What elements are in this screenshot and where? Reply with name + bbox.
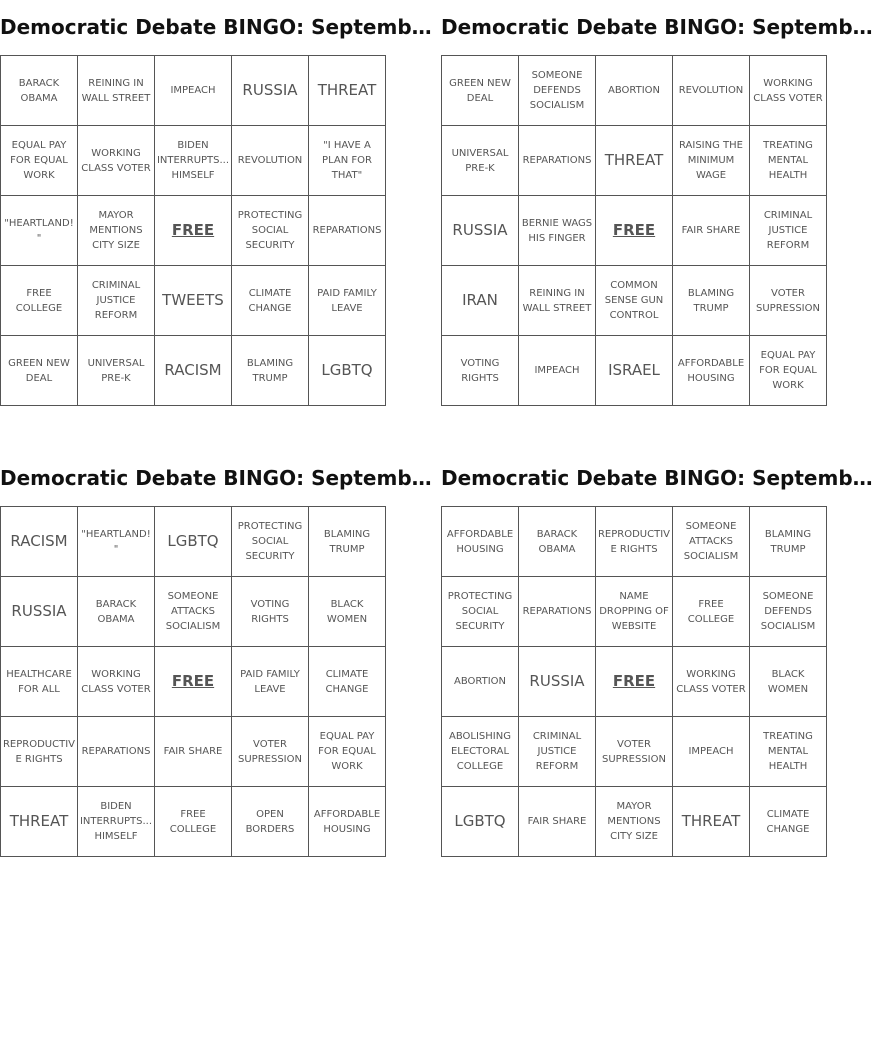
bingo-cell: REPARATIONS: [519, 577, 596, 647]
bingo-cell: EQUAL PAY FOR EQUAL WORK: [1, 126, 78, 196]
bingo-cell: REPARATIONS: [519, 126, 596, 196]
bingo-cell: THREAT: [1, 787, 78, 857]
bingo-cell: EQUAL PAY FOR EQUAL WORK: [750, 336, 827, 406]
grid-row: [442, 196, 827, 266]
bingo-cell: CLIMATE CHANGE: [309, 647, 386, 717]
bingo-grid: [0, 55, 386, 406]
bingo-cell: THREAT: [309, 56, 386, 126]
free-space-cell: FREE: [596, 647, 673, 717]
bingo-cell: REPRODUCTIVE RIGHTS: [596, 507, 673, 577]
bingo-cell: FREE COLLEGE: [673, 577, 750, 647]
bingo-cell: PROTECTING SOCIAL SECURITY: [442, 577, 519, 647]
bingo-cell: BLACK WOMEN: [309, 577, 386, 647]
bingo-cell: HEALTHCARE FOR ALL: [1, 647, 78, 717]
bingo-cell: MAYOR MENTIONS CITY SIZE: [78, 196, 155, 266]
bingo-cell: TWEETS: [155, 266, 232, 336]
bingo-cell: REPARATIONS: [309, 196, 386, 266]
bingo-cell: TREATING MENTAL HEALTH: [750, 717, 827, 787]
bingo-cell: CRIMINAL JUSTICE REFORM: [750, 196, 827, 266]
bingo-cell: BARACK OBAMA: [78, 577, 155, 647]
bingo-cell: FREE COLLEGE: [1, 266, 78, 336]
bingo-cell: CLIMATE CHANGE: [750, 787, 827, 857]
bingo-cell: SOMEONE ATTACKS SOCIALISM: [673, 507, 750, 577]
grid-row: [1, 196, 386, 266]
grid-row: [442, 717, 827, 787]
bingo-cell: WORKING CLASS VOTER: [78, 647, 155, 717]
grid-row: [1, 507, 386, 577]
card-title: Democratic Debate BINGO: Septemb…: [0, 15, 432, 39]
grid-row: [1, 787, 386, 857]
grid-row: [442, 787, 827, 857]
bingo-cell: FREE COLLEGE: [155, 787, 232, 857]
bingo-cell: LGBTQ: [442, 787, 519, 857]
bingo-cell: "HEARTLAND!": [1, 196, 78, 266]
bingo-cell: ISRAEL: [596, 336, 673, 406]
bingo-cell: WORKING CLASS VOTER: [750, 56, 827, 126]
bingo-cell: REINING IN WALL STREET: [519, 266, 596, 336]
bingo-card-4: [441, 451, 873, 857]
grid-row: [1, 647, 386, 717]
bingo-cell: BLAMING TRUMP: [750, 507, 827, 577]
bingo-cell: LGBTQ: [155, 507, 232, 577]
bingo-cell: SOMEONE DEFENDS SOCIALISM: [750, 577, 827, 647]
bingo-cell: IRAN: [442, 266, 519, 336]
bingo-cell: EQUAL PAY FOR EQUAL WORK: [309, 717, 386, 787]
bingo-cell: REPRODUCTIVE RIGHTS: [1, 717, 78, 787]
bingo-cell: CRIMINAL JUSTICE REFORM: [78, 266, 155, 336]
bingo-cell: MAYOR MENTIONS CITY SIZE: [596, 787, 673, 857]
bingo-cell: "I HAVE A PLAN FOR THAT": [309, 126, 386, 196]
bingo-cell: "HEARTLAND!": [78, 507, 155, 577]
bingo-cell: GREEN NEW DEAL: [442, 56, 519, 126]
grid-row: [1, 56, 386, 126]
bingo-cell: VOTER SUPRESSION: [596, 717, 673, 787]
bingo-cell: BLAMING TRUMP: [673, 266, 750, 336]
bingo-cell: THREAT: [596, 126, 673, 196]
grid-row: [442, 647, 827, 717]
bingo-cell: CRIMINAL JUSTICE REFORM: [519, 717, 596, 787]
bingo-cell: REVOLUTION: [232, 126, 309, 196]
bingo-cell: RACISM: [1, 507, 78, 577]
bingo-cell: ABOLISHING ELECTORAL COLLEGE: [442, 717, 519, 787]
grid-row: [442, 336, 827, 406]
grid-row: [442, 126, 827, 196]
bingo-cell: WORKING CLASS VOTER: [673, 647, 750, 717]
bingo-cell: RUSSIA: [442, 196, 519, 266]
bingo-cell: CLIMATE CHANGE: [232, 266, 309, 336]
grid-row: [1, 266, 386, 336]
bingo-cell: UNIVERSAL PRE-K: [78, 336, 155, 406]
bingo-cell: RAISING THE MINIMUM WAGE: [673, 126, 750, 196]
bingo-cell: IMPEACH: [519, 336, 596, 406]
bingo-cell: COMMON SENSE GUN CONTROL: [596, 266, 673, 336]
bingo-cell: RACISM: [155, 336, 232, 406]
grid-row: [1, 577, 386, 647]
bingo-cell: SOMEONE ATTACKS SOCIALISM: [155, 577, 232, 647]
grid-row: [1, 717, 386, 787]
free-space-cell: FREE: [596, 196, 673, 266]
bingo-cell: BLAMING TRUMP: [232, 336, 309, 406]
grid-row: [442, 577, 827, 647]
bingo-cell: BIDEN INTERRUPTS...HIMSELF: [155, 126, 232, 196]
bingo-grid: [441, 55, 827, 406]
card-title: Democratic Debate BINGO: Septemb…: [0, 466, 432, 490]
bingo-cell: UNIVERSAL PRE-K: [442, 126, 519, 196]
bingo-grid: [441, 506, 827, 857]
bingo-cell: BLACK WOMEN: [750, 647, 827, 717]
bingo-cell: BARACK OBAMA: [1, 56, 78, 126]
bingo-cell: REVOLUTION: [673, 56, 750, 126]
bingo-cell: PAID FAMILY LEAVE: [232, 647, 309, 717]
bingo-cell: BERNIE WAGS HIS FINGER: [519, 196, 596, 266]
bingo-cell: PROTECTING SOCIAL SECURITY: [232, 196, 309, 266]
bingo-cell: VOTER SUPRESSION: [232, 717, 309, 787]
bingo-card-3: [0, 451, 432, 857]
bingo-cell: AFFORDABLE HOUSING: [442, 507, 519, 577]
bingo-cell: IMPEACH: [155, 56, 232, 126]
bingo-cell: VOTER SUPRESSION: [750, 266, 827, 336]
bingo-cell: PAID FAMILY LEAVE: [309, 266, 386, 336]
card-title: Democratic Debate BINGO: Septemb…: [441, 15, 873, 39]
bingo-cell: BARACK OBAMA: [519, 507, 596, 577]
bingo-cell: IMPEACH: [673, 717, 750, 787]
bingo-cell: AFFORDABLE HOUSING: [673, 336, 750, 406]
bingo-cell: VOTING RIGHTS: [232, 577, 309, 647]
bingo-cell: BLAMING TRUMP: [309, 507, 386, 577]
bingo-cell: ABORTION: [442, 647, 519, 717]
bingo-cell: NAME DROPPING OF WEBSITE: [596, 577, 673, 647]
bingo-cell: THREAT: [673, 787, 750, 857]
free-space-cell: FREE: [155, 647, 232, 717]
bingo-cell: ABORTION: [596, 56, 673, 126]
bingo-cell: BIDEN INTERRUPTS...HIMSELF: [78, 787, 155, 857]
bingo-cell: FAIR SHARE: [155, 717, 232, 787]
bingo-cell: AFFORDABLE HOUSING: [309, 787, 386, 857]
grid-row: [442, 507, 827, 577]
bingo-cell: PROTECTING SOCIAL SECURITY: [232, 507, 309, 577]
grid-row: [442, 266, 827, 336]
grid-row: [1, 126, 386, 196]
bingo-cell: FAIR SHARE: [519, 787, 596, 857]
bingo-cell: OPEN BORDERS: [232, 787, 309, 857]
bingo-cell: FAIR SHARE: [673, 196, 750, 266]
bingo-cell: GREEN NEW DEAL: [1, 336, 78, 406]
bingo-card-2: [441, 0, 873, 406]
bingo-cell: REINING IN WALL STREET: [78, 56, 155, 126]
free-space-cell: FREE: [155, 196, 232, 266]
bingo-cell: VOTING RIGHTS: [442, 336, 519, 406]
bingo-cell: TREATING MENTAL HEALTH: [750, 126, 827, 196]
bingo-cell: RUSSIA: [1, 577, 78, 647]
bingo-cell: LGBTQ: [309, 336, 386, 406]
card-title: Democratic Debate BINGO: Septemb…: [441, 466, 873, 490]
bingo-cell: RUSSIA: [232, 56, 309, 126]
bingo-cell: REPARATIONS: [78, 717, 155, 787]
bingo-card-1: [0, 0, 432, 406]
bingo-grid: [0, 506, 386, 857]
bingo-cell: RUSSIA: [519, 647, 596, 717]
grid-row: [442, 56, 827, 126]
bingo-cell: SOMEONE DEFENDS SOCIALISM: [519, 56, 596, 126]
grid-row: [1, 336, 386, 406]
bingo-cell: WORKING CLASS VOTER: [78, 126, 155, 196]
